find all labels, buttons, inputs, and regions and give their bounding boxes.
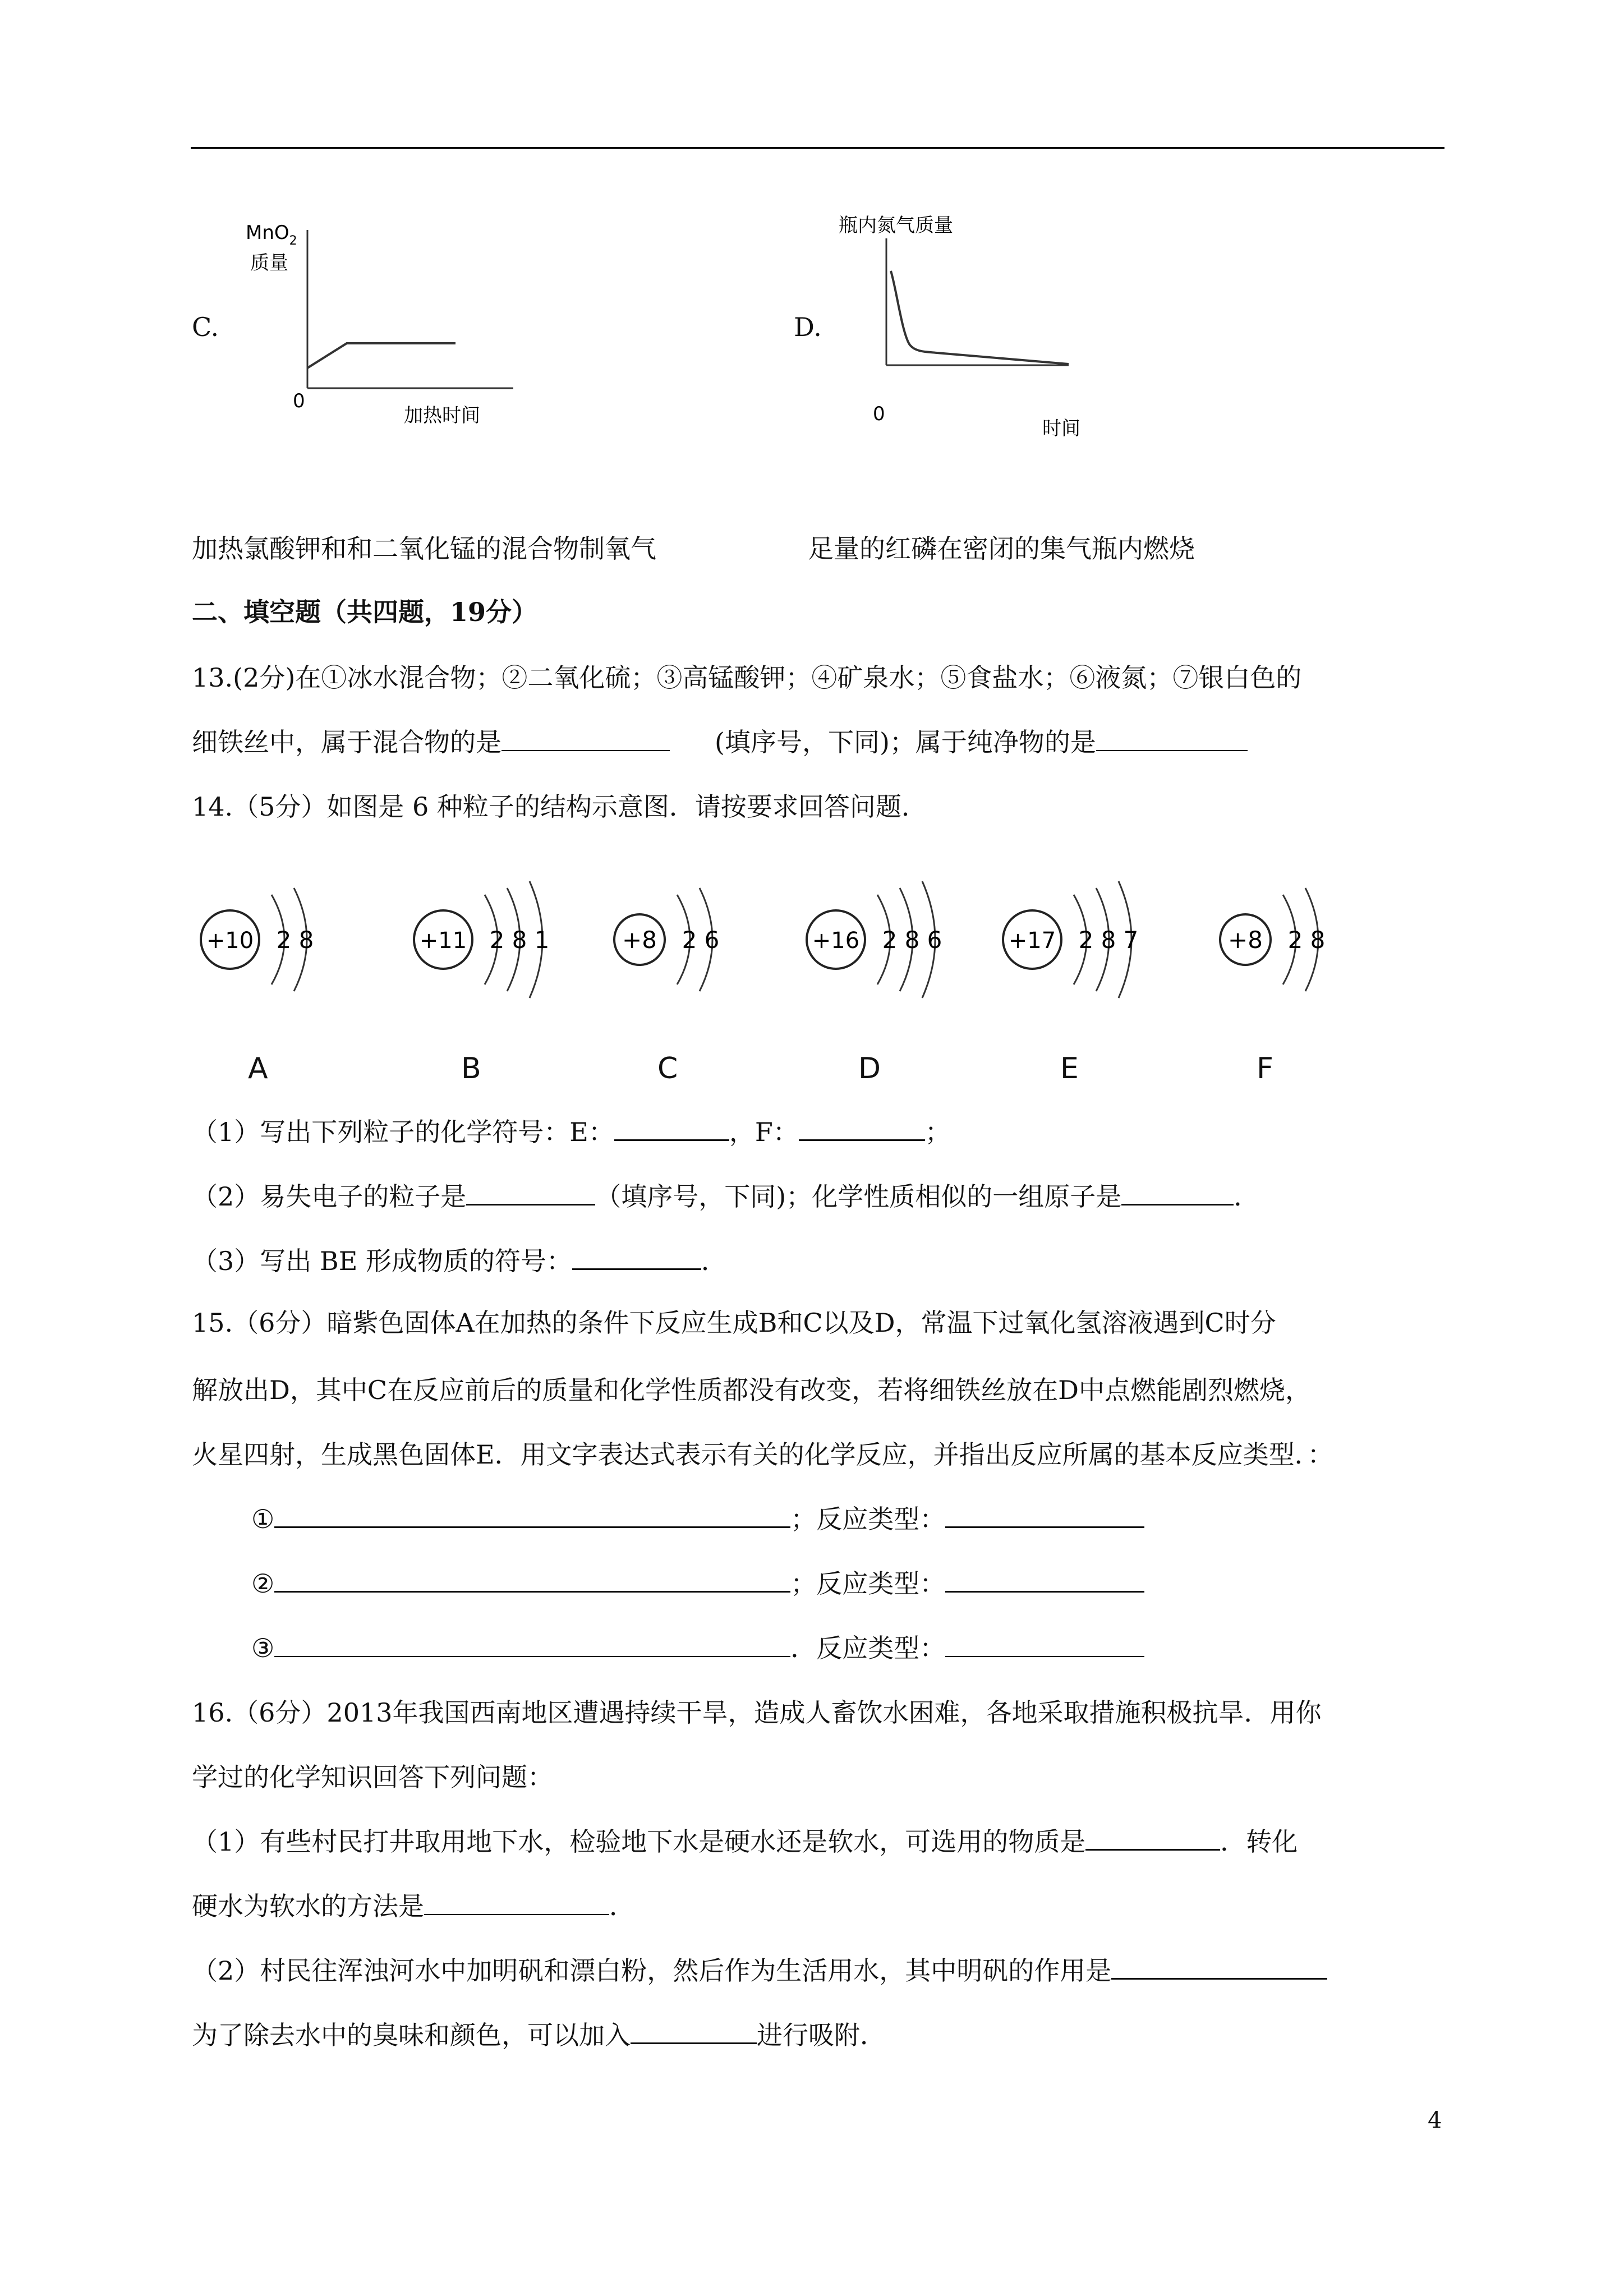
q13-line1: 13.(2分)在①冰水混合物；②二氧化硫；③高锰酸钾；④矿泉水；⑤食盐水；⑥液氮；⑦银白色的	[192, 662, 1302, 693]
atom-diagram-d	[799, 855, 968, 1001]
graph-d-origin: 0	[873, 403, 885, 425]
q14-sub2-end: ．	[1234, 1181, 1260, 1212]
graph-c-origin: 0	[293, 390, 305, 412]
graph-c	[236, 213, 527, 438]
electron-count: 7	[1123, 926, 1139, 954]
q16-sub1-end: ．转化	[1220, 1826, 1298, 1857]
q15-item-1-num: ①	[251, 1504, 275, 1534]
graph-d-ylabel: 瓶内氮气质量	[839, 214, 953, 237]
nucleus-charge: +10	[206, 928, 254, 954]
q15-item-1	[251, 1506, 1144, 1532]
q14-blank-be[interactable]	[572, 1268, 701, 1270]
option-c-label: C.	[192, 312, 219, 342]
atom-diagram-e	[996, 855, 1164, 1001]
q14-blank-lose[interactable]	[466, 1203, 595, 1205]
q16-sub1-method-end: ．	[609, 1891, 635, 1921]
electron-count: 2	[1287, 926, 1303, 954]
q15-blank-type-1[interactable]	[945, 1526, 1144, 1528]
q15-item-2	[251, 1568, 1144, 1599]
atom-label-e: E	[1060, 1052, 1079, 1085]
q15-blank-type-3[interactable]	[945, 1655, 1144, 1657]
electron-count: 2	[882, 926, 898, 954]
q16-sub2-line2	[192, 2022, 886, 2048]
nucleus-charge: +16	[812, 928, 860, 954]
q15-item-3-num: ③	[251, 1633, 275, 1663]
atom-diagram-c	[603, 855, 771, 1001]
q16-blank-alum[interactable]	[1111, 1977, 1327, 1980]
q14-sub3-text: （3）写出 BE 形成物质的符号：	[192, 1246, 572, 1276]
q15-item-3-sep: ．反应类型：	[790, 1633, 946, 1663]
q16-sub1-method-text: 硬水为软水的方法是	[192, 1891, 424, 1921]
electron-count: 6	[704, 926, 720, 954]
option-d-label: D.	[794, 312, 822, 342]
q14-sub1	[192, 1119, 951, 1145]
q13-line2	[192, 729, 1248, 755]
q15-line1: 15.（6分）暗紫色固体A在加热的条件下反应生成B和C以及D，常温下过氧化氢溶液遇到C时分	[192, 1308, 1276, 1338]
nucleus-charge: +11	[419, 928, 467, 954]
q15-line2: 解放出D，其中C在反应前后的质量和化学性质都没有改变，若将细铁丝放在D中点燃能剧烈燃烧，	[192, 1375, 1311, 1405]
q15-item-3	[251, 1635, 1144, 1661]
atom-label-d: D	[858, 1052, 881, 1085]
atom-label-c: C	[657, 1052, 678, 1085]
q15-item-1-sep: ；反应类型：	[790, 1504, 946, 1534]
q16-sub2-end: 进行吸附．	[757, 2020, 886, 2050]
nucleus-charge: +8	[622, 926, 657, 954]
q15-blank-eq-2[interactable]	[274, 1590, 790, 1593]
q16-sub1-text: （1）有些村民打井取用地下水，检验地下水是硬水还是软水，可选用的物质是	[192, 1826, 1086, 1857]
graph-d	[830, 205, 1122, 440]
q16-sub1-line2	[192, 1893, 635, 1919]
graph-d-xlabel: 时间	[1042, 417, 1080, 440]
atom-diagram-a	[194, 855, 362, 1001]
q16-line2: 学过的化学知识回答下列问题：	[192, 1762, 553, 1792]
q15-blank-eq-1[interactable]	[274, 1526, 790, 1528]
q13-blank-2[interactable]	[1096, 749, 1248, 751]
atom-label-f: F	[1257, 1052, 1273, 1085]
q16-sub2-adsorb-text: 为了除去水中的臭味和颜色，可以加入	[192, 2020, 631, 2050]
graph-c-ylabel-line2: 质量	[250, 252, 288, 274]
q13-blank-1[interactable]	[502, 749, 670, 751]
q15-item-2-sep: ；反应类型：	[790, 1568, 946, 1599]
electron-count: 2	[682, 926, 697, 954]
q16-blank-reagent[interactable]	[1085, 1848, 1220, 1851]
q14-blank-similar[interactable]	[1121, 1203, 1234, 1205]
q14-sub2	[192, 1181, 1260, 1212]
q16-line1: 16.（6分）2013年我国西南地区遭遇持续干旱，造成人畜饮水困难，各地采取措施积极抗旱．用你	[192, 1697, 1322, 1728]
q14-blank-e[interactable]	[614, 1139, 729, 1141]
q15-blank-type-2[interactable]	[945, 1590, 1144, 1593]
q15-item-2-num: ②	[251, 1568, 275, 1599]
q14-sub1-end: ；	[924, 1117, 951, 1147]
graph-c-caption: 加热氯酸钾和和二氧化锰的混合物制氧气	[192, 533, 656, 564]
electron-count: 2	[1078, 926, 1094, 954]
q16-sub2	[192, 1955, 1327, 1986]
page-number: 4	[1428, 2108, 1442, 2133]
q13-text-a: 细铁丝中，属于混合物的是	[192, 727, 502, 757]
graph-d-curve	[891, 271, 1069, 364]
nucleus-charge: +17	[1008, 928, 1056, 954]
atom-diagram-b	[407, 855, 575, 1001]
electron-count: 8	[298, 926, 314, 954]
q14-sub1-text: （1）写出下列粒子的化学符号：E：	[192, 1117, 614, 1147]
graph-c-ylabel: MnO$_2$	[246, 222, 297, 248]
q14-sub2-text: （2）易失电子的粒子是	[192, 1181, 467, 1212]
q15-line3: 火星四射，生成黑色固体E．用文字表达式表示有关的化学反应，并指出反应所属的基本反应类型．：	[192, 1439, 1333, 1470]
q13-text-b: (填序号，下同)；属于纯净物的是	[715, 727, 1096, 757]
q16-sub1	[192, 1826, 1298, 1857]
electron-count: 2	[276, 926, 292, 954]
q16-blank-method[interactable]	[424, 1913, 609, 1915]
q14-sub3	[192, 1248, 727, 1274]
electron-count: 8	[1310, 926, 1326, 954]
q15-blank-eq-3[interactable]	[274, 1655, 790, 1657]
electron-count: 8	[1101, 926, 1116, 954]
atom-label-b: B	[461, 1052, 481, 1085]
graph-d-caption: 足量的红磷在密闭的集气瓶内燃烧	[808, 533, 1195, 564]
nucleus-charge: +8	[1228, 926, 1263, 954]
atom-diagram-f	[1209, 855, 1377, 1001]
q16-blank-adsorb[interactable]	[631, 2042, 757, 2044]
q16-sub2-text: （2）村民往浑浊河水中加明矾和漂白粉，然后作为生活用水，其中明矾的作用是	[192, 1955, 1112, 1986]
q14-sub3-end: ．	[701, 1246, 727, 1276]
section-title: 二、填空题（共四题，19分）	[192, 597, 538, 627]
electron-count: 1	[534, 926, 550, 954]
electron-count: 2	[489, 926, 505, 954]
electron-count: 8	[904, 926, 920, 954]
atom-label-a: A	[248, 1052, 268, 1085]
q14-intro: 14.（5分）如图是 6 种粒子的结构示意图．请按要求回答问题．	[192, 792, 927, 822]
electron-count: 8	[512, 926, 527, 954]
q14-sub1-f: ，F：	[729, 1117, 799, 1147]
graph-c-curve	[307, 343, 456, 368]
header-rule	[191, 147, 1444, 149]
electron-count: 6	[927, 926, 942, 954]
graph-c-xlabel: 加热时间	[404, 404, 480, 427]
q14-blank-f[interactable]	[799, 1139, 925, 1141]
q14-sub2-mid: （填序号，下同)；化学性质相似的一组原子是	[595, 1181, 1122, 1212]
